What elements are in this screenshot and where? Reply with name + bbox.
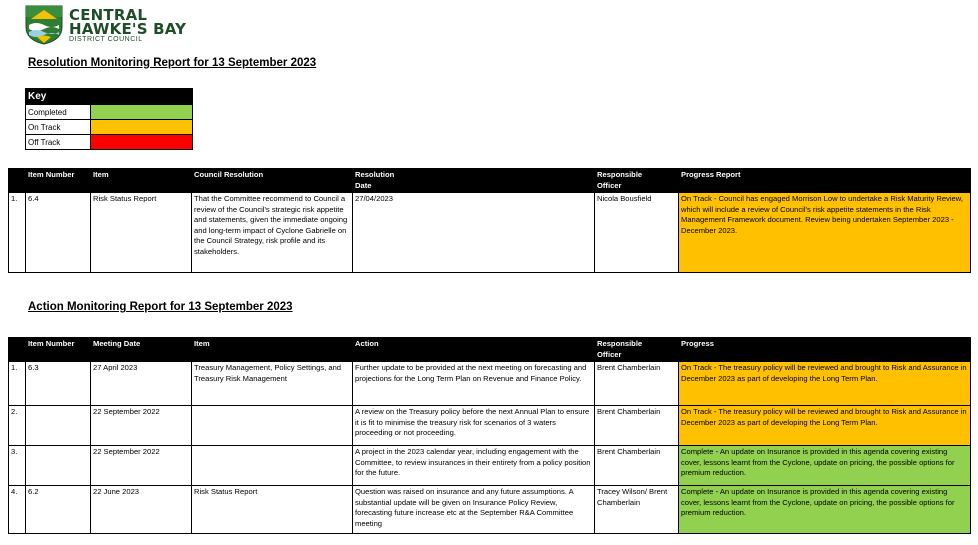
row-number: 3. [9,446,26,486]
action-report-title: Action Monitoring Report for 13 September 2023 [28,301,293,313]
progress-status: On Track - The treasury policy will be reviewed and brought to Risk and Assurance in December 2023 as part of developing the Long Term Plan. [679,362,971,406]
responsible-officer: Brent Chamberlain [595,446,679,486]
column-header [9,338,26,362]
action-text: A project in the 2023 calendar year, including engagement with the Committee, to review insurances in their entirety from a policy position for the future. [353,446,595,486]
column-header: Item [91,169,192,193]
item-name: Treasury Management, Policy Settings, and Treasury Risk Management [192,362,353,406]
action-text: Question was raised on insurance and any future assumptions. A substantial update will be given on Insurance Policy Review, forecasting future increase etc at the September R&A Committee meeting [353,486,595,534]
responsible-officer: Tracey Wilson/ Brent Chamberlain [595,486,679,534]
table-header-row [9,338,971,362]
column-header: Responsible Officer [595,338,679,362]
table-row [9,193,971,273]
action-table [8,337,971,534]
column-header: Item [192,338,353,362]
key-row-completed [26,105,193,120]
resolution-table [8,168,971,273]
column-header: Progress Report [679,169,971,193]
responsible-officer: Brent Chamberlain [595,406,679,446]
row-number: 1. [9,193,26,273]
column-header: Progress [679,338,971,362]
meeting-date: 27 April 2023 [91,362,192,406]
meeting-date: 22 September 2022 [91,446,192,486]
table-row [9,362,971,406]
action-text: A review on the Treasury policy before the next Annual Plan to ensure it is fit to minimise the treasury risk for scenarios of 3 waters proceeding or not proceeding. [353,406,595,446]
key-row-on-track [26,120,193,135]
key-swatch-completed [91,105,193,120]
column-header: Meeting Date [91,338,192,362]
progress-status: Complete - An update on Insurance is provided in this agenda covering existing cover, lessons learnt from the Cyclone, update on pricing, the possible options for premium reduction. [679,446,971,486]
item-name: Risk Status Report [192,486,353,534]
column-header: Item Number [26,338,91,362]
responsible-officer: Brent Chamberlain [595,362,679,406]
council-logo [25,5,225,47]
key-title: Key [26,89,193,105]
council-resolution: That the Committee recommend to Council a review of the Council's strategic risk appetite and statements, given the immediate ongoing and long-term impact of Cyclone Gabrielle on the Council Strategy, risk profile and its stakeholders. [192,193,353,273]
item-number: 6.3 [26,362,91,406]
row-number: 2. [9,406,26,446]
column-header: Responsible Officer [595,169,679,193]
resolution-report-title: Resolution Monitoring Report for 13 September 2023 [28,57,317,69]
action-text: Further update to be provided at the next meeting on forecasting and projections for the Long Term Plan on Revenue and Finance Policy. [353,362,595,406]
row-number: 1. [9,362,26,406]
column-header: Action [353,338,595,362]
key-label: On Track [26,120,91,135]
table-row [9,486,971,534]
table-header-row [9,169,971,193]
resolution-date: 27/04/2023 [353,193,595,273]
meeting-date: 22 September 2022 [91,406,192,446]
key-swatch-on-track [91,120,193,135]
item-number [26,446,91,486]
item-number [26,406,91,446]
org-name-line1: CENTRAL [69,6,148,24]
item-name [192,406,353,446]
key-swatch-off-track [91,135,193,150]
item-number: 6.2 [26,486,91,534]
key-label: Off Track [26,135,91,150]
column-header: Council Resolution [192,169,353,193]
item-name: Risk Status Report [91,193,192,273]
item-name [192,446,353,486]
meeting-date: 22 June 2023 [91,486,192,534]
column-header: Resolution Date [353,169,595,193]
key-row-off-track [26,135,193,150]
org-name-line3: DISTRICT COUNCIL [69,36,143,43]
table-row [9,446,971,486]
item-number: 6.4 [26,193,91,273]
org-name-line2: HAWKE'S BAY [69,20,187,38]
table-row [9,406,971,446]
progress-status: Complete - An update on Insurance is provided in this agenda covering existing cover, lessons learnt from the Cyclone, update on pricing, the possible options for premium reduction. [679,486,971,534]
progress-report: On Track - Council has engaged Morrison Low to undertake a Risk Maturity Review, which will include a review of Council's risk appetite statements in the Risk Management Framework document. Review being undertaken September 2023 - December 2023. [679,193,971,273]
column-header [9,169,26,193]
column-header: Item Number [26,169,91,193]
key-label: Completed [26,105,91,120]
responsible-officer: Nicola Bousfield [595,193,679,273]
status-key-table [25,88,193,150]
row-number: 4. [9,486,26,534]
council-crest-icon [25,5,63,45]
progress-status: On Track - The treasury policy will be reviewed and brought to Risk and Assurance in December 2023 as part of developing the Long Term Plan. [679,406,971,446]
